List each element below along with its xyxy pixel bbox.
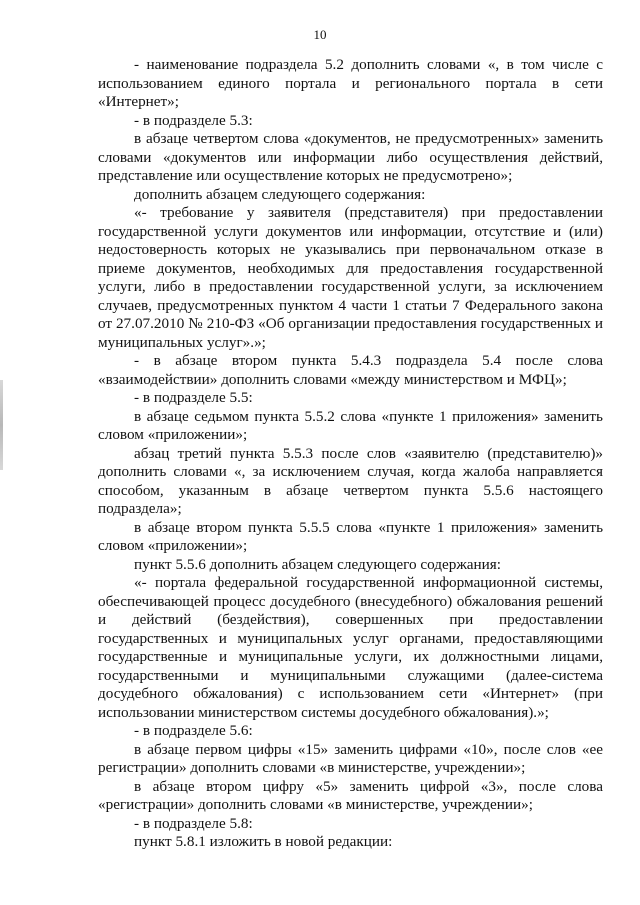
page-number: 10 [313,27,327,42]
paragraph: пункт 5.5.6 дополнить абзацем следующего содержания: [134,555,502,573]
paragraph: в абзаце седьмом пункта 5.5.2 слова «пункте 1 приложения» заменить словом «приложении»; [98,407,603,443]
paragraph: пункт 5.8.1 изложить в новой редакции: [134,833,393,850]
paragraph: дополнить абзацем следующего содержания: [134,185,426,203]
paragraph: в абзаце четвертом слова «документов, не предусмотренных» заменить словами «документов или информации либо осуществления действий, представление или осуществление которых не предусмотрено»; [98,130,603,184]
paragraph: в абзаце втором пункта 5.5.5 слова «пункте 1 приложения» заменить словом «приложении»; [98,518,603,554]
paragraph: - в подразделе 5.8: [134,814,253,832]
paragraph: в абзаце втором цифру «5» заменить цифрой «3», после слова «регистрации» дополнить словами «в министерстве, учреждении»; [98,777,603,813]
paragraph: «- портала федеральной государственной информационной системы, обеспечивающей процесс досудебного (внесудебного) обжалования решений и действий (бездействия), совершенных при предоставлении государственных и муниципальных услуг органами, предоставляющими государственные и муниципальные услуги, их должностными лицами, государственными и муниципальными служащими (далее-система досудебного обжалования) с использованием сети «Интернет» (при использовании министерством системы досудебного обжалования).»; [98,574,603,721]
paragraph: - в подразделе 5.3: [134,111,253,129]
paragraph: - наименование подраздела 5.2 дополнить словами «, в том числе с использованием единого портала и регионального портала в сети «Интернет»; [98,56,603,110]
scan-edge-shadow [0,380,3,470]
document-body [98,56,603,852]
paragraph: в абзаце первом цифры «15» заменить цифрами «10», после слов «ее регистрации» дополнить словами «в министерстве, учреждении»; [98,740,603,776]
paragraph: - в подразделе 5.6: [134,722,253,739]
paragraph: абзац третий пункта 5.5.3 после слов «заявителю (представителю)» дополнить словами «, за исключением случая, когда жалоба направляется способом, указанным в абзаце четвертом пункта 5.5.6 настоящего подраздела»; [98,444,603,517]
paragraph: - в абзаце втором пункта 5.4.3 подраздела 5.4 после слова «взаимодействии» дополнить словами «между министерством и МФЦ»; [98,352,603,388]
paragraph: «- требование у заявителя (представителя) при предоставлении государственной услуги документов или информации, отсутствие и (или) недостоверность которых не указывались при первоначальном отказе в приеме документов, необходимых для предоставления государственной услуги, либо в предоставлении государственной услуги, за исключением случаев, предусмотренных пунктом 4 части 1 статьи 7 Федерального закона от 27.07.2010 № 210-ФЗ «Об организации предоставления государственных и муниципальных услуг».»; [98,204,603,351]
paragraph: - в подразделе 5.5: [134,389,253,406]
